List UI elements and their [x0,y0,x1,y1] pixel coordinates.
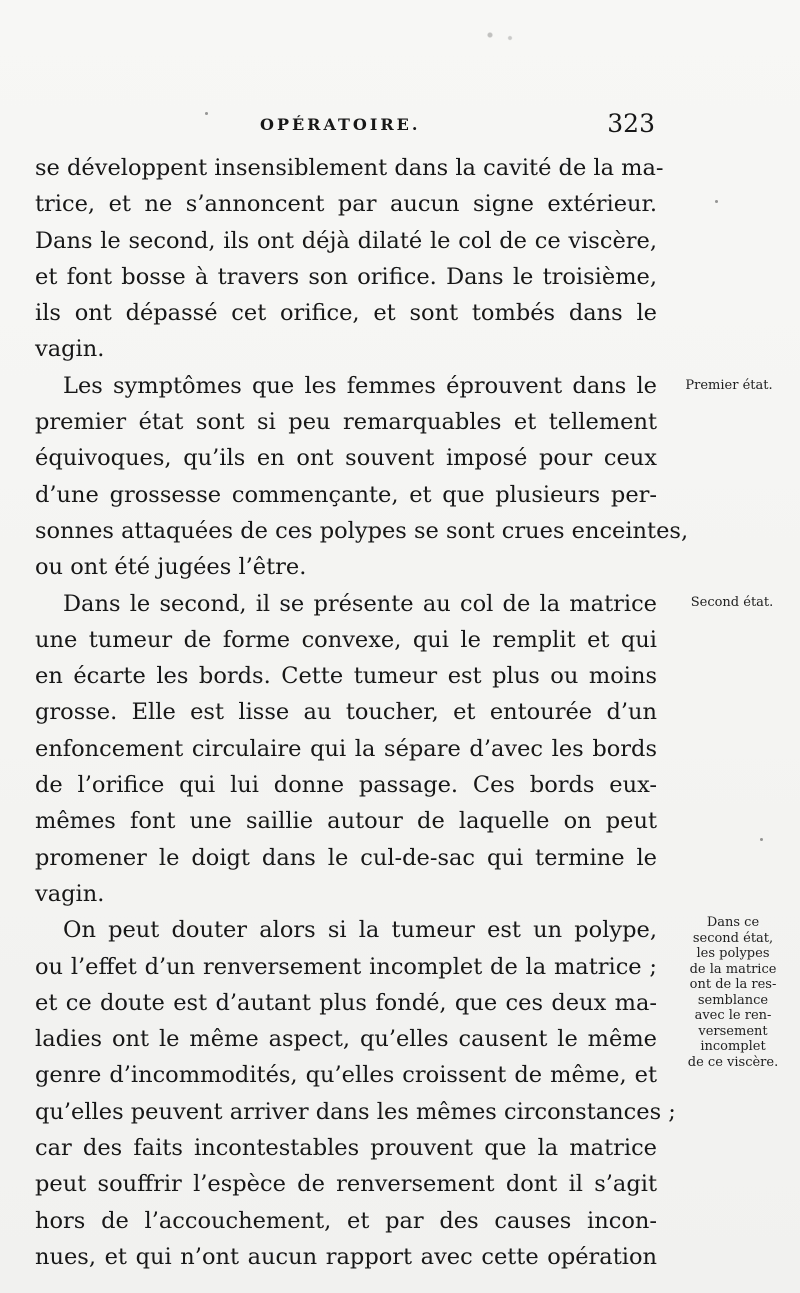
margin-note-line: second état, [692,930,774,946]
main-text [35,150,689,1275]
text-line: genre d’incommodités, qu’elles croissent de même, et [35,1062,657,1089]
margin-note-line: avec le ren- [694,1008,772,1023]
text-line: car des faits incontestables prouvent que la matrice [35,1135,657,1162]
text-line: premier état sont si peu remarquables et tellement [35,409,657,436]
paragraph-start-line: Dans le second, il se présente au col de la matrice [63,590,657,617]
text-line: vagin. [35,880,105,907]
running-title: OPÉRATOIRE. [260,115,421,134]
text-line: qu’elles peuvent arriver dans les mêmes circonstances ; [35,1098,676,1125]
text-line: hors de l’accouchement, et par des causes incon- [35,1207,657,1234]
text-line: grosse. Elle est lisse au toucher, et entourée d’un [35,699,657,726]
running-header [35,110,655,138]
text-line: sonnes attaquées de ces polypes se sont crues enceintes, [35,517,689,544]
text-line: et font bosse à travers son orifice. Dans le troisième, [35,263,657,290]
margin-note-line: ont de la res- [689,977,777,992]
text-line: peut souffrir l’espèce de renversement dont il s’agit [35,1171,657,1198]
margin-note-line: semblance [697,992,769,1008]
text-line: vagin. [35,336,105,363]
text-line: enfoncement circulaire qui la sépare d’avec les bords [35,735,657,762]
text-line: ou l’effet d’un renversement incomplet de la matrice ; [35,953,657,980]
margin-note-line: de ce viscère. [687,1054,779,1070]
margin-note-line: les polypes [696,946,770,961]
text-line: trice, et ne s’annoncent par aucun signe extérieur. [35,191,657,218]
text-line: d’une grossesse commençante, et que plusieurs per- [35,481,657,508]
text-line: équivoques, qu’ils en ont souvent imposé pour ceux [35,445,657,472]
margin-note-line: Dans ce [706,915,760,930]
text-line: promener le doigt dans le cul-de-sac qui termine le [35,844,657,871]
ink-speck [760,838,763,841]
text-line: ils ont dépassé cet orifice, et sont tombés dans le [35,300,657,327]
page-number: 323 [607,109,655,138]
text-line: de l’orifice qui lui donne passage. Ces bords eux- [35,772,657,799]
text-line: ladies ont le même aspect, qu’elles causent le même [35,1026,657,1053]
text-line: et ce doute est d’autant plus fondé, que ces deux ma- [35,989,657,1016]
text-line: en écarte les bords. Cette tumeur est plus ou moins [35,663,657,690]
margin-note-resemblance [676,915,790,1070]
margin-note-line: incomplet [700,1039,766,1054]
text-line: une tumeur de forme convexe, qui le remplit et qui [35,626,657,653]
margin-note-premier-etat: Premier état. [685,378,773,393]
paragraph-start-line: On peut douter alors si la tumeur est un polype, [63,917,657,944]
margin-note-line: de la matrice [689,961,777,977]
text-line: ou ont été jugées l’être. [35,554,307,581]
paragraph-start-line: Les symptômes que les femmes éprouvent dans le [63,372,657,399]
text-line: mêmes font une saillie autour de laquelle on peut [35,808,657,835]
ink-speck [715,200,718,203]
text-line: se développent insensiblement dans la cavité de la ma- [35,155,664,181]
margin-note-line: versement [698,1023,768,1039]
text-line: Dans le second, ils ont déjà dilaté le col de ce viscère, [35,227,657,254]
text-line: nues, et qui n’ont aucun rapport avec cette opération [35,1243,657,1270]
margin-note-second-etat: Second état. [690,595,774,610]
